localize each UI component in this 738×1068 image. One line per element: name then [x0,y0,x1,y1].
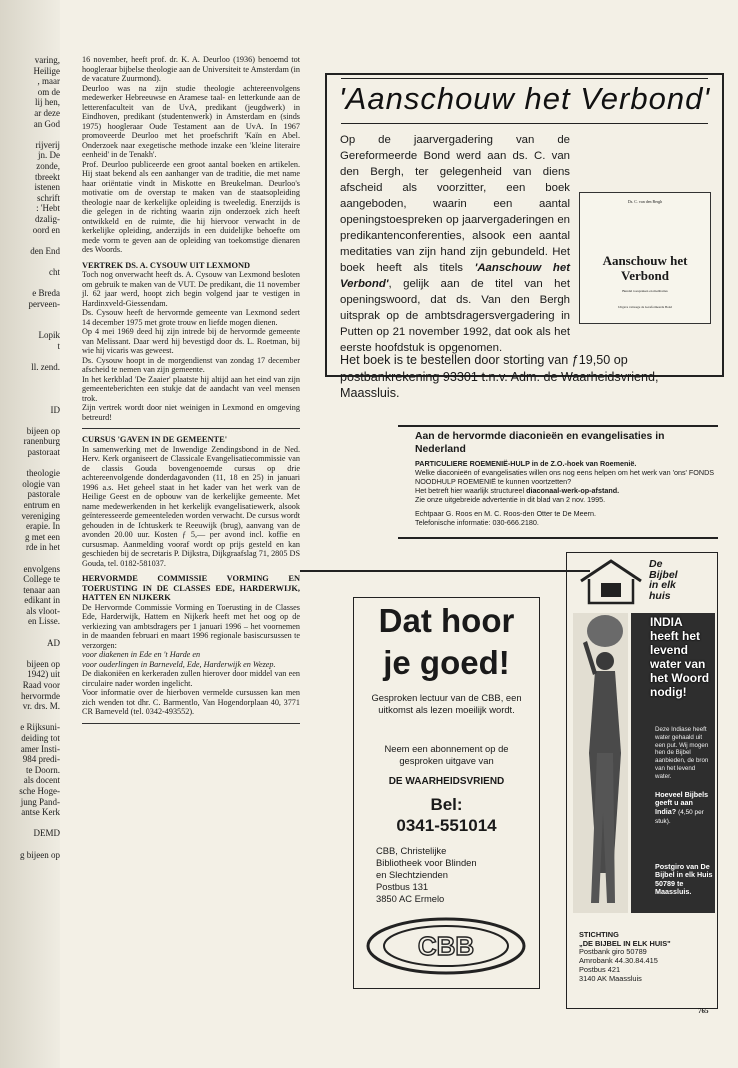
article-paragraph: De diakoniëen en kerkeraden zullen hierover door middel van een circulaire nader worden ingelicht. [82,669,300,688]
left-column-line: an God [33,118,60,129]
left-column-line: zonde, [36,160,60,171]
book-publisher: Uitgave vanwege de Gereformeerde Bond [618,305,672,309]
ad-title-text: 'Aanschouw het Verbond' [338,81,711,116]
left-column-line: pastorale [27,489,60,500]
article-paragraph: Op 4 mei 1969 deed hij zijn intrede bij de hervormde gemeente van Melissant. Daar werd hij bevestigd door ds. L. Roetman, bij wie hij vicaris was geweest. [82,327,300,355]
logo-line: Bijbel [649,568,678,581]
article-column [82,55,300,728]
article-heading: VERTREK DS. A. CYSOUW UIT LEXMOND [82,260,251,270]
ad-title [354,600,539,684]
left-column-line: sche Hoge- [19,785,60,796]
left-column-line: perveen- [28,298,60,309]
article-paragraph: In samenwerking met de Inwendige Zendingsbond in de Ned. Herv. Kerk organiseert de Classicale Evangelisatiecommissie van de classis Gouda bovengenoemde cursus op drie achtereenvolgende donderdagavonden (11, 18 en 25) in januari 1996 a.s. Het geheel staat in het kader van het werk van de Heilige Geest en de opbouw van de kerkelijke gemeente. Met name medewerkenden in het kerkelijk evangelisatiewerk, alsook geïnteresseerde gemeenteleden worden verwacht. De cursus wordt gehouden in de Ichtuskerk te Reeuwijk (brug), aanvang van de avonden 20.00 uur. Kosten ƒ 5,— per avond incl. koffie en cursusmap. Aanmelding vooraf wordt op prijs gesteld en kan geschieden bij de secretaris P. Dijkstra, Dijkgraafslag 71, 2805 DS Gouda, tel. 0182-581037. [82,444,301,568]
book-title: Aanschouw het Verbond [602,253,688,283]
ad-text: Zie onze uitgebreide advertentie in dit blad van 2 nov. 1995. [415,495,606,504]
article-paragraph: Ds. Cysouw hoopt in de morgendienst van zondag 17 december afscheid te nemen van zijn gemeente. [82,355,300,374]
ad-title [327,81,722,117]
left-column-line: ologie van [22,478,60,489]
left-column-line: lij hen, [35,97,60,108]
left-column-line: den End [30,245,60,256]
left-column-line [0,129,60,140]
ad-bel-label: Bel: [430,795,463,814]
bijbel-logo [571,557,709,607]
left-column-line: hervormde [21,690,60,701]
left-column-line: te Doorn. [26,764,60,775]
left-column-line [0,394,60,405]
left-column-line: , maar [37,76,60,87]
bijbel-logo-text [649,559,678,601]
article-heading: CURSUS 'GAVEN IN DE GEMEENTE' [82,435,228,444]
ad-order-text: Het boek is te bestellen door storting van ƒ19,50 op postbankrekening 93301 t.n.v. Adm. de Waarheidsvriend, Maassluis. [340,353,659,400]
ad-text: Neem een abonnement op de gesproken uitgave van [384,743,509,766]
left-column-line: istenen [34,182,60,193]
ad-question [655,791,713,827]
ad-emphasis: diaconaal-werk-op-afstand. [526,486,620,495]
left-column-line: Raad voor [22,680,60,691]
left-column-line: : 'Hebt [36,203,60,214]
book-subtitle: Bundel toespraken en meditaties [622,289,668,293]
left-column-line [0,320,60,331]
left-column-line: edikant in [24,595,60,606]
left-column-line [0,458,60,469]
left-column-line: envolgens [23,563,60,574]
ad-bold-line: PARTICULIERE ROEMENIË-HULP in de Z.O.-hoek van Roemenië. [415,459,637,468]
ad-phone: 0341-551014 [396,816,497,835]
left-column-line [0,352,60,363]
left-column-line: als docent [23,775,60,786]
ad-address [376,845,526,905]
left-column-line: ranenburg [23,436,60,447]
left-column-line [0,712,60,723]
ad-body-text: , gelijk aan de titel van het openingswoord, dat ds. Van den Bergh uitsprak op de ambtsdragersvergadering in Putten op 21 november 1992, dat ook als het eerste hoofdstuk is opgenomen. [340,278,570,354]
ad-contact [415,509,715,527]
article-paragraph [82,650,300,660]
article-paragraph: De Hervormde Commissie Vorming en Toerusting in de Classes Ede, Harderwijk, Hattem en Nijkerk heeft met het oog op de verkiezing van ambtsdragers per 1 januari 1996 – het voornemen in de maanden februari en maart 1996 regionale basiscursussen te verzorgen: [82,602,300,650]
left-column-line [0,309,60,320]
article-paragraph [82,660,300,670]
ad-phone: Telefonische informatie: 030-666.2180. [415,518,539,527]
left-column-line: e Breda [32,288,60,299]
ad-body [415,459,715,504]
left-column-line: pastoraat [27,446,60,457]
left-column-line [0,415,60,426]
left-column-line: bijeen op [26,425,60,436]
ad-price: (4,50 per stuk). [655,808,704,826]
left-column-line [0,373,60,384]
ad-text: Deze Indiase heeft water gehaald uit een put. Wij mogen hen de Bijbel aanbieden, de bron van het levend water. [655,726,709,780]
left-column-line: rijverij [35,139,60,150]
ad-heading: Aan de hervormde diaconieën en evangelisaties in Nederland [415,431,665,455]
house-icon [571,557,651,607]
article-paragraph: Zijn vertrek wordt door niet weinigen in Lexmond en omgeving betreurd! [82,403,300,422]
ad-text: Echtpaar G. Roos en M. C. Roos-den Otter te De Meern. [415,509,596,518]
ad-text: Het betreft hier waarlijk structureel [415,486,527,495]
left-column-line: g met een [25,531,60,542]
ad-text: Welke diaconieën of evangelisaties willen ons nog eens helpen om het werk van 'ons' FONDS NOODHULP ROEMENIË te kunnen voortzetten? [415,468,715,486]
left-column-line: theologie [26,468,60,479]
left-column-line: cht [49,266,60,277]
left-column-line [0,648,60,659]
left-column-line: e Rijksuni- [20,722,60,733]
article-paragraph: Voor informatie over de hierboven vermelde cursussen kan men zich wenden tot dhr. C. Barmentlo, Van Hogendorplaan 40, 3771 CR Barneveld (tel. 0342-493552). [82,688,300,716]
article-paragraph: Deurloo was na zijn studie theologie achtereenvolgens medewerker Hebreeuwse en Aramese taal- en letterkunde aan de letterenfaculteit van de UvA, predikant (jeugdwerk) in Eindhoven, predikant (studentenwerk) in Amsterdam en (sinds 1975) hoogleraar Oude Testament aan de UvA. In 1967 promoveerde Deurloo met het proefschrift 'Kaïn en Abel. Onderzoek naar exegetische methode inzake een 'kleine literaire eenheid' in de Tenakh'. [82,83,300,159]
ad-body-title: 'Aanschouw het Verbond' [340,262,570,290]
left-column-line: amer Insti- [20,743,60,754]
left-column-line [0,256,60,267]
left-column-line: schrift [37,192,60,203]
article-paragraph: Ds. Cysouw heeft de hervormde gemeente van Lexmond sedert 14 december 1975 met grote trouw en liefde mogen dienen. [82,308,300,327]
address-line: 3850 AC Ermelo [376,893,445,904]
left-column-line: Heilige [33,65,60,76]
book-author: Ds. C. van den Bergh [627,199,663,204]
book-cover [579,192,711,324]
ad-giro: Postgiro van De Bijbel in elk Huis 50789 te Maassluis. [655,862,713,897]
left-column-line [0,277,60,288]
divider [398,537,718,539]
left-column-line: Lopik [38,330,60,341]
ad-title-line: Dat hoor [378,602,515,639]
logo-line: in elk [649,579,676,591]
left-column-line: ll. zend. [31,362,60,373]
address-line: en Slechtzienden [376,869,448,880]
left-column-line: College te [23,574,60,585]
ad-title-line: je goed! [383,644,510,681]
footer-line: Postbus 421 [579,964,621,974]
left-column-line: dzalig- [35,213,60,224]
article-paragraph: Toch nog onverwacht heeft ds. A. Cysouw van Lexmond besloten om gebruik te maken van de VUT. De predikant, die 11 november jl. 62 jaar werd, hoopt zich begin volgend jaar te vestigen in Hardinxveld-Giessendam. [82,270,300,308]
left-column-line [0,383,60,394]
left-column-line: antse Kerk [21,807,60,818]
ad-diaconie [398,425,718,543]
footer-line: Postbank giro 50789 [579,947,647,957]
article-paragraph: Prof. Deurloo publiceerde een groot aantal boeken en artikelen. Hij staat bekend als een aanhanger van de traditie, die met name haar oriëntatie vindt in Miskotte en Breukelman. Deurloo's motivatie om de overstap te maken van de staatsopleiding theologie naar de kerkelijke opleiding is tweeledig. Enerzijds is die gelegen in de richting waarin zijn onderzoek zich heeft ontwikkeld en de ruimte, die hij hiervoor verwacht in de kerkelijke opleiding, anderzijds in een duidelijke behoefte om mede vorm te geven aan de opleiding van toekomstige dienaren des Woords. [82,159,300,254]
ad-dat-hoor-je-goed [353,597,540,989]
left-column-line: bijeen op [26,658,60,669]
cbb-logo-text: CBB [417,931,475,961]
left-column-line: varing, [34,55,60,65]
woman-with-water-jar-photo [573,613,628,913]
article-italic: voor diakenen in Ede en 't Harde en [82,650,201,659]
left-column-line: tenaar aan [23,584,60,595]
left-column-line: 1942) uit [27,669,60,680]
footer-line: Amrobank 44.30.84.415 [579,956,658,966]
ad-body-text: Op de jaarvergadering van de Gereformeerde Bond werd aan ds. C. van den Bergh, ter gelegenheid van diens afscheid als voorzitter, een boek aangeboden, waarin een aantal openingstoespreken op jaarvergaderingen en predikantenconferenties, alsook een aantal meditaties van zijn hand zijn gebundeld. Het boek heeft als titels [340,134,570,274]
article-italic: voor ouderlingen in Barneveld, Ede, Harderwijk en Wezep. [82,659,276,669]
foundation-label: STICHTING [579,930,619,939]
left-column-line: entrum en [23,499,60,510]
left-column-line: om de [37,86,60,97]
article-paragraph: In het kerkblad 'De Zaaier' plaatste hij altijd aan het eind van zijn gemeenteberichten een stukje dat de aandacht van veel mensen trok. [82,374,300,403]
left-column-line [0,839,60,850]
left-column-line [0,235,60,246]
ad-publication: DE WAARHEIDSVRIEND [388,776,505,787]
address-line: CBB, Christelijke [376,845,447,856]
left-column-line: als vloot- [26,605,60,616]
cbb-logo [365,916,527,976]
divider [398,425,718,427]
logo-line: De [649,558,663,570]
ad-phone-block [354,794,539,836]
left-column-line: g bijeen op [20,849,60,860]
foundation-name: „DE BIJBEL IN ELK HUIS" [579,938,671,948]
logo-line: huis [649,589,671,602]
address-line: Bibliotheek voor Blinden [376,857,477,868]
divider [300,570,590,572]
left-column-line: DEMD [33,828,60,839]
left-column-line [0,553,60,564]
left-column-line: 984 predi- [22,754,60,765]
article-heading: HERVORMDE COMMISSIE VORMING EN TOERUSTING IN DE CLASSES EDE, HARDERWIJK, HATTEN EN NIJKERK [82,574,300,602]
left-column-line [0,627,60,638]
left-column-line: jn. De [38,150,60,161]
ad-text: Gesproken lectuur van de CBB, een uitkomst als lezen moeilijk wordt. [371,692,522,715]
footer-line: 3140 AK Maassluis [579,973,642,983]
left-column-line: jung Pand- [20,796,60,807]
article-intro: 16 november, heeft prof. dr. K. A. Deurloo (1936) benoemd tot hoogleraar bijbelse theologie aan de Universiteit te Amsterdam (in de vacature Zuurmond). [82,55,300,83]
address-line: Postbus 131 [376,881,429,892]
page-number: 765 [698,1007,709,1015]
left-column-line: AD [47,637,60,648]
left-column-line: deiding tot [21,733,60,743]
left-column-line: vr. drs. M. [22,701,60,712]
left-column-line: ar deze [34,107,60,118]
left-column-line [0,818,60,829]
left-column-fragment [0,55,60,860]
left-column-line: tbreekt [35,171,60,182]
left-column-line: rde in het [26,542,60,553]
section-divider [82,723,300,724]
left-column-line: erapie. In [26,521,60,532]
ad-aanschouw-het-verbond [325,73,724,400]
left-column-line: ID [50,404,60,415]
section-divider [82,428,300,429]
left-column-line: t [57,341,60,352]
ad-footer [579,931,713,983]
ad-bijbel-in-elk-huis [566,552,718,1009]
left-column-line: oord en [32,224,60,235]
ad-headline: INDIA heeft het levend water van het Woord nodig! [650,615,710,699]
ad-body [340,132,570,356]
left-column-line: en Lisse. [28,616,60,627]
ad-question-text: Hoeveel Bijbels geeft u aan India? [655,790,709,816]
left-column-line: vereniging [21,510,60,521]
